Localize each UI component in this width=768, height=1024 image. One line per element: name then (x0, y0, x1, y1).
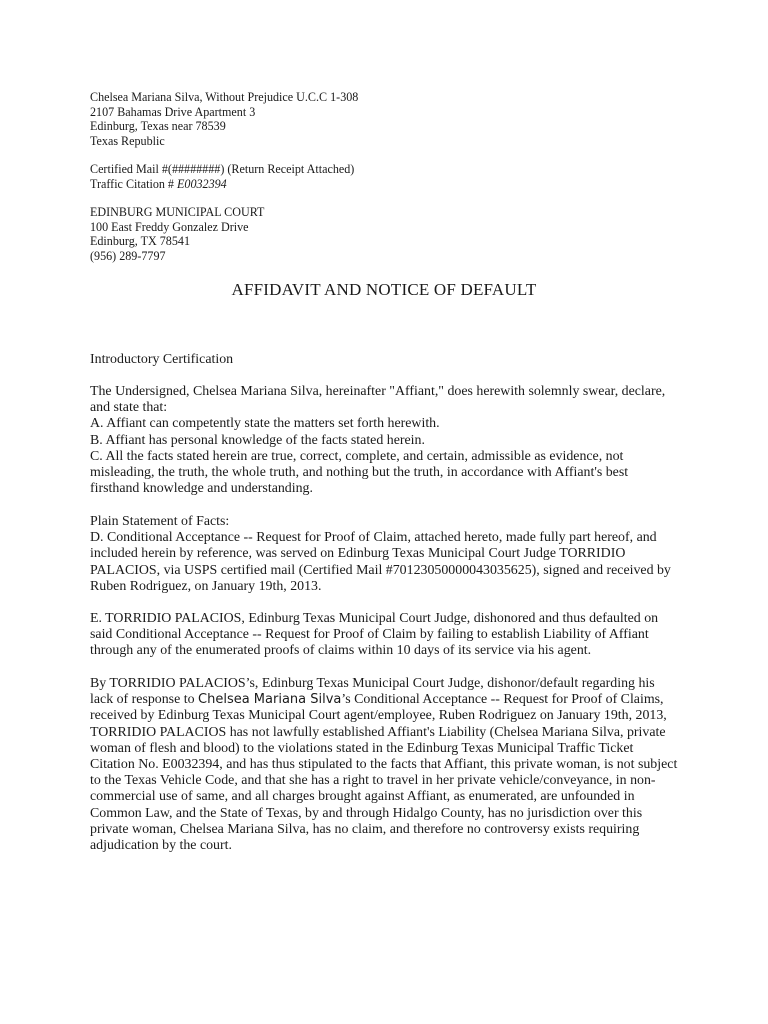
intro-heading (90, 352, 690, 368)
paragraph-line: PALACIOS, via USPS certified mail (Certified Mail #70123050000043035625), signed and received by (90, 562, 671, 578)
paragraph-line: Citation No. E0032394, and has thus stipulated to the facts that Affiant, this private woman, is not subject (90, 757, 678, 773)
paragraph-line: TORRIDIO PALACIOS has not lawfully established Affiant's Liability (Chelsea Mariana Silva, private (90, 724, 666, 740)
paragraph-line: D. Conditional Acceptance -- Request for Proof of Claim, attached hereto, made fully part hereof, and (90, 530, 657, 546)
paragraph-line: and state that: (90, 400, 168, 416)
traffic-citation-line (90, 177, 690, 192)
paragraph-line: By TORRIDIO PALACIOS’s, Edinburg Texas Municipal Court Judge, dishonor/default regarding his (90, 676, 655, 691)
paragraph-line: through any of the enumerated proofs of claims within 10 days of its service via his agent. (90, 643, 592, 659)
facts-section (90, 514, 690, 595)
paragraph-line: B. Affiant has personal knowledge of the facts stated herein. (90, 432, 425, 448)
line-prefix: lack of response to (90, 692, 199, 708)
affiant-name: Chelsea Mariana Silva (198, 692, 342, 708)
court-name-line: EDINBURG MUNICIPAL COURT (90, 205, 265, 219)
paragraph-line: Common Law, and the State of Texas, by and through Hidalgo County, has no jurisdiction over this (90, 805, 643, 821)
paragraph-line: E. TORRIDIO PALACIOS, Edinburg Texas Municipal Court Judge, dishonored and thus defaulted on (90, 611, 659, 626)
paragraph-line: received by Edinburg Texas Municipal Court agent/employee, Ruben Rodriguez on January 19th, 2013, (90, 708, 667, 724)
sender-street-line: 2107 Bahamas Drive Apartment 3 (90, 104, 256, 119)
section-heading: Introductory Certification (90, 352, 234, 367)
paragraph-line: The Undersigned, Chelsea Mariana Silva, hereinafter "Affiant," does herewith solemnly swear, declare, (90, 384, 666, 399)
intro-section (90, 384, 690, 497)
paragraph-line: to the Texas Vehicle Code, and that she has a right to travel in her private vehicle/conveyance, in non- (90, 773, 656, 789)
court-city-line: Edinburg, TX 78541 (90, 234, 190, 248)
sender-address (90, 90, 690, 148)
section-heading: Plain Statement of Facts: (90, 514, 230, 529)
sender-name-line: Chelsea Mariana Silva, Without Prejudice U.C.C 1-308 (90, 90, 359, 104)
mail-info (90, 162, 690, 191)
paragraph-line: commercial use of same, and all charges brought against Affiant, as enumerated, are unfounded in (90, 789, 635, 805)
paragraph-line: woman of flesh and blood) to the violations stated in the Edinburg Texas Municipal Traffic Ticket (90, 740, 634, 756)
paragraph-line: said Conditional Acceptance -- Request for Proof of Claim by failing to establish Liability of Affiant (90, 627, 649, 643)
fact-e-section (90, 611, 690, 660)
document-title: AFFIDAVIT AND NOTICE OF DEFAULT (231, 280, 537, 299)
paragraph-line: firsthand knowledge and understanding. (90, 481, 313, 497)
paragraph-line: misleading, the truth, the whole truth, and nothing but the truth, in accordance with Affiant's best (90, 465, 629, 481)
paragraph-line: C. All the facts stated herein are true, correct, complete, and certain, admissible as evidence, not (90, 448, 624, 464)
citation-label: Traffic Citation # (90, 176, 178, 191)
paragraph-line (90, 692, 690, 708)
paragraph-line: included herein by reference, was served on Edinburg Texas Municipal Court Judge TORRIDIO (90, 546, 626, 562)
line-suffix: ’s Conditional Acceptance -- Request for Proof of Claims, (341, 692, 664, 708)
final-paragraph (90, 676, 690, 854)
paragraph-line: adjudication by the court. (90, 838, 232, 854)
sender-state-line: Texas Republic (90, 133, 165, 148)
court-phone-line: (956) 289-7797 (90, 248, 166, 263)
sender-city-line: Edinburg, Texas near 78539 (90, 119, 226, 133)
paragraph-line: private woman, Chelsea Mariana Silva, has no claim, and therefore no controversy exists requiring (90, 821, 640, 837)
certified-mail-line: Certified Mail #(########) (Return Receipt Attached) (90, 162, 355, 176)
citation-number: E0032394 (177, 176, 227, 191)
paragraph-line: Ruben Rodriguez, on January 19th, 2013. (90, 578, 322, 594)
paragraph-line: A. Affiant can competently state the matters set forth herewith. (90, 416, 440, 432)
recipient-address (90, 205, 690, 263)
court-street-line: 100 East Freddy Gonzalez Drive (90, 219, 249, 234)
